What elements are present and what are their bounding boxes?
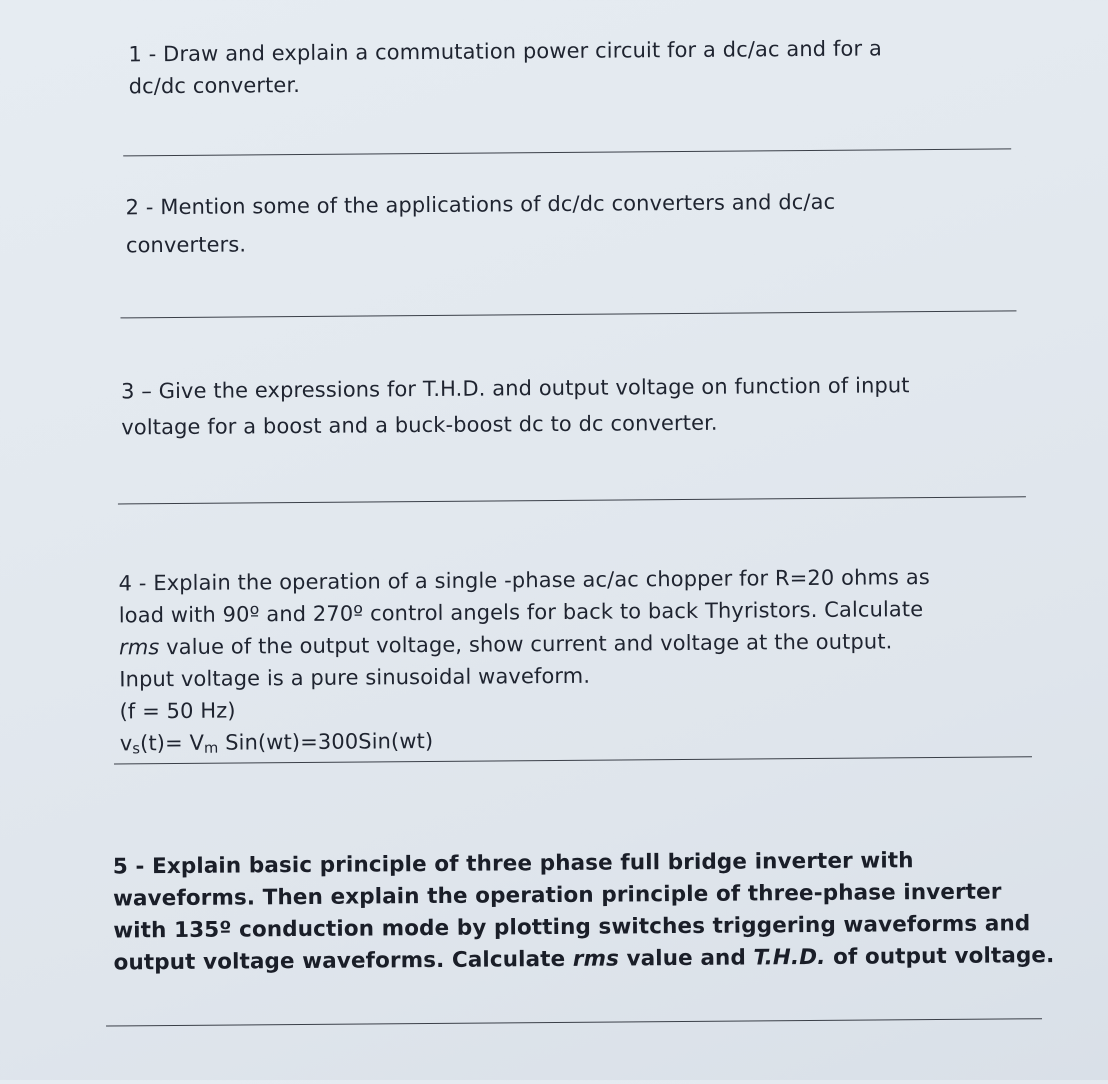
question-3-line-1 xyxy=(121,369,910,407)
question-2-number: 2 - xyxy=(125,195,161,220)
question-2-line-2: converters. xyxy=(125,232,247,258)
question-3-number: 3 – xyxy=(120,379,159,404)
question-5-text-1: Explain basic principle of three phase full bridge inverter with xyxy=(151,848,914,880)
question-4-rms: rms xyxy=(118,635,160,660)
question-2 xyxy=(125,186,835,262)
question-5-text-4a: output voltage waveforms. Calculate xyxy=(113,946,573,976)
question-5-text-4b: value and xyxy=(618,945,754,972)
question-4-number: 4 - xyxy=(118,571,154,596)
question-5 xyxy=(113,844,1055,979)
equation-v: v xyxy=(119,731,133,756)
question-3-text-1: Give the expressions for T.H.D. and output voltage on function of input xyxy=(158,373,910,404)
question-4-line-2: load with 90º and 270º control angels for back to back Thyristors. Calculate xyxy=(118,597,924,628)
question-5-number: 5 - xyxy=(112,854,153,880)
question-1-line-1 xyxy=(128,32,882,70)
question-4-line-3 xyxy=(119,625,931,663)
question-4-text-1: Explain the operation of a single -phase ac/ac chopper for R=20 ohms as xyxy=(153,565,930,596)
question-4 xyxy=(118,561,931,762)
answer-line-2 xyxy=(120,310,1016,318)
equation-end: Sin(wt)=300Sin(wt) xyxy=(218,728,434,755)
question-5-thd: T.H.D. xyxy=(753,944,826,971)
question-4-line-4: Input voltage is a pure sinusoidal waveform. xyxy=(119,663,591,692)
answer-line-1 xyxy=(123,148,1011,156)
question-1-text-1: Draw and explain a commutation power circuit for a dc/ac and for a xyxy=(163,36,882,67)
answer-line-3 xyxy=(118,496,1026,504)
question-4-equation xyxy=(120,721,932,762)
question-1-line-2: dc/dc converter. xyxy=(128,72,301,99)
equation-v-subscript: s xyxy=(132,740,141,758)
question-2-text-1: Mention some of the applications of dc/dc converters and dc/ac xyxy=(160,189,836,220)
question-5-line-4 xyxy=(113,940,1054,979)
question-3-line-2: voltage for a boost and a buck-boost dc to dc converter. xyxy=(121,410,718,440)
question-1 xyxy=(128,32,882,102)
question-5-line-3: with 135º conduction mode by plotting switches triggering waveforms and xyxy=(113,911,1031,944)
equation-middle: (t)= V xyxy=(140,730,205,756)
question-4-text-3: value of the output voltage, show current and voltage at the output. xyxy=(159,629,893,660)
question-5-text-4c: of output voltage. xyxy=(825,943,1055,970)
question-5-rms: rms xyxy=(572,946,620,972)
equation-m-subscript: m xyxy=(203,739,219,757)
question-3 xyxy=(121,369,910,443)
question-5-line-2: waveforms. Then explain the operation principle of three-phase inverter xyxy=(112,879,1002,912)
answer-line-5 xyxy=(106,1018,1042,1026)
question-4-frequency: (f = 50 Hz) xyxy=(119,698,236,724)
question-2-line-1 xyxy=(125,186,835,224)
question-1-number: 1 - xyxy=(128,42,164,67)
